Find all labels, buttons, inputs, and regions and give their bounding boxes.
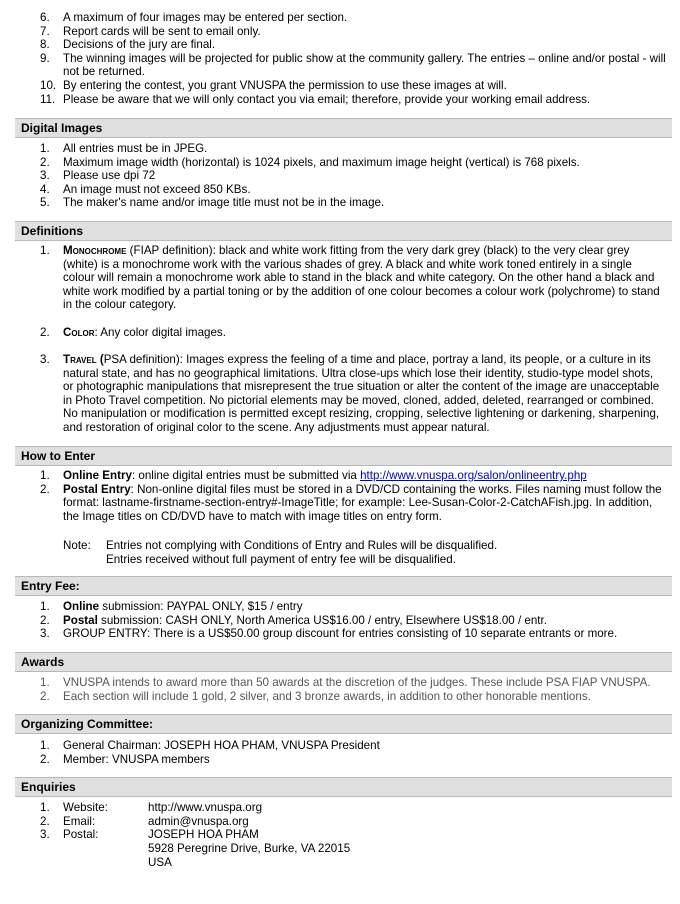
- section-header-how-to-enter: How to Enter: [15, 446, 672, 466]
- section-header-awards: Awards: [15, 652, 672, 672]
- list-item: [0, 753, 680, 767]
- list-item: [0, 52, 680, 79]
- list-item: [0, 142, 680, 156]
- list-item: [0, 156, 680, 170]
- item-text: Please be aware that we will only contact you via email; therefore, provide your working email address.: [63, 92, 591, 106]
- item-number: 4.: [40, 182, 50, 196]
- item-text: : Non-online digital files must be stored in a DVD/CD containing the works. Files naming must follow the format: lastname-firstname-section-entry#-ImageTitle; for example: Lee-Susan-Color-2-CatchAFish.jpg. In addition, the Image titles on CD/DVD have to match with image titles on entry form.: [63, 482, 662, 523]
- enquiry-value: JOSEPH HOA PHAM: [148, 828, 259, 841]
- address-text: 5928 Peregrine Drive, Burke, VA 22015: [148, 842, 351, 855]
- item-text: The maker's name and/or image title must not be in the image.: [63, 196, 385, 210]
- digital-images-list: [0, 142, 680, 210]
- note-line: Entries received without full payment of entry fee will be disqualified.: [106, 552, 456, 566]
- address-text: USA: [148, 856, 172, 869]
- item-text: By entering the contest, you grant VNUSPA the permission to use these images at will.: [63, 78, 507, 92]
- item-number: 5.: [40, 196, 50, 210]
- item-text: An image must not exceed 850 KBs.: [63, 182, 251, 196]
- item-number: 1.: [40, 676, 50, 689]
- item-text: Decisions of the jury are final.: [63, 38, 216, 52]
- list-item: [0, 690, 680, 704]
- entry-fee-list: [0, 600, 680, 641]
- item-number: 11.: [40, 92, 56, 106]
- item-number: 6.: [40, 11, 50, 24]
- item-number: 2.: [40, 815, 50, 828]
- list-item: [0, 614, 680, 628]
- section-header-entry-fee: Entry Fee:: [15, 576, 672, 596]
- item-text: All entries must be in JPEG.: [63, 142, 208, 155]
- item-number: 2.: [40, 689, 50, 703]
- definition-term: Monochrome: [63, 244, 127, 257]
- enquiry-key: Email:: [63, 815, 96, 828]
- item-number: 2.: [40, 482, 50, 496]
- item-number: 1.: [40, 142, 50, 155]
- definition-term: Color: [63, 326, 95, 339]
- item-number: 2.: [40, 613, 50, 627]
- list-item: [0, 483, 680, 524]
- definition-travel: [0, 353, 680, 435]
- item-number: 3.: [40, 169, 50, 183]
- list-item: [0, 676, 680, 690]
- item-text: VNUSPA intends to award more than 50 awards at the discretion of the judges. These include PSA FIAP VNUSPA.: [63, 676, 651, 689]
- item-text: Report cards will be sent to email only.: [63, 24, 261, 38]
- item-label: Postal: [63, 613, 98, 627]
- item-text: Maximum image width (horizontal) is 1024 pixels, and maximum image height (vertical) is 768 pixels.: [63, 155, 580, 169]
- list-item: [0, 93, 680, 107]
- definitions-list-3: [0, 353, 680, 435]
- list-item: [0, 25, 680, 39]
- definition-monochrome: [0, 244, 680, 312]
- list-item: [0, 11, 680, 25]
- item-number: 2.: [40, 326, 50, 339]
- rules-list: [0, 11, 680, 106]
- item-number: 9.: [40, 51, 50, 65]
- note-line: Entries not complying with Conditions of Entry and Rules will be disqualified.: [106, 539, 498, 552]
- note-label: Note:: [63, 539, 91, 552]
- definitions-list-2: [0, 326, 680, 340]
- item-number: 3.: [40, 627, 50, 641]
- list-item: [0, 79, 680, 93]
- item-text: Each section will include 1 gold, 2 silver, and 3 bronze awards, in addition to other honorable mentions.: [63, 689, 591, 703]
- list-item: [0, 183, 680, 197]
- enquiry-value: admin@vnuspa.org: [148, 815, 249, 828]
- definition-color: [0, 326, 680, 340]
- how-to-enter-list: [0, 469, 680, 523]
- section-header-digital-images: Digital Images: [15, 118, 672, 138]
- item-number: 1.: [40, 244, 50, 257]
- definition-text: PSA definition): Images express the feeling of a time and place, portray a land, its people, or a culture in its natural state, and has no geographical limitations. Ultra close-ups which lose their identity, studio-type model shots, or photographic manipulations that misrepresent the true situation or alter the content of the image are unacceptable in Photo Travel competition. No pictorial elements may be moved, cloned, added, deleted, rearranged or combined. No manipulation or modification is permitted except resizing, cropping, selective lightening or darkening, sharpening, and restoration of original color to the scene. Any adjustments must appear natural.: [63, 353, 660, 434]
- item-label: Online Entry: [63, 469, 132, 482]
- list-item: [0, 600, 680, 614]
- item-label: Online: [63, 600, 100, 613]
- item-text: The winning images will be projected for public show at the community gallery. The entries – online and/or postal - will not be returned.: [63, 51, 666, 79]
- list-item: [0, 627, 680, 641]
- item-number: 1.: [40, 801, 50, 814]
- item-number: 2.: [40, 752, 50, 766]
- item-number: 1.: [40, 600, 50, 613]
- item-number: 2.: [40, 155, 50, 169]
- list-item: [0, 196, 680, 210]
- item-number: 10.: [40, 78, 57, 92]
- item-text: GROUP ENTRY: There is a US$50.00 group discount for entries consisting of 10 separate entrants or more.: [63, 627, 618, 641]
- item-number: 3.: [40, 353, 50, 366]
- list-item: [0, 469, 680, 483]
- definitions-list: [0, 244, 680, 312]
- item-text: submission: CASH ONLY, North America US$16.00 / entry, Elsewhere US$18.00 / entr.: [97, 613, 547, 627]
- item-text: Member: VNUSPA members: [63, 752, 210, 766]
- enquiry-key: Website:: [63, 801, 108, 814]
- item-number: 1.: [40, 469, 50, 482]
- awards-list: [0, 676, 680, 703]
- list-item: [0, 739, 680, 753]
- item-text: General Chairman: JOSEPH HOA PHAM, VNUSPA President: [63, 739, 380, 752]
- section-header-enquiries: Enquiries: [15, 777, 672, 797]
- committee-list: [0, 739, 680, 766]
- enquiry-key: Postal:: [63, 828, 99, 841]
- item-text: A maximum of four images may be entered per section.: [63, 11, 348, 24]
- list-item: [0, 169, 680, 183]
- item-text: : online digital entries must be submitted via: [131, 469, 361, 482]
- item-label: Postal Entry: [63, 482, 131, 496]
- list-item: [0, 38, 680, 52]
- online-entry-link[interactable]: http://www.vnuspa.org/salon/onlineentry.php: [360, 469, 587, 482]
- item-text: submission: PAYPAL ONLY, $15 / entry: [99, 600, 303, 613]
- item-number: 3.: [40, 828, 50, 841]
- definition-text: : Any color digital images.: [94, 326, 226, 339]
- definition-text: (FIAP definition): black and white work fitting from the very dark grey (black) to the very clear grey (white) is a monochrome work with the various shades of grey. A black and white work toned entirely in a single colour will remain a monochrome work able to stand in the black and white category. On the other hand a black and white work modified by a partial toning or by the addition of one colour becomes a colour work (polychrome) to stand in the colour category.: [63, 244, 660, 312]
- item-number: 8.: [40, 38, 50, 52]
- item-number: 1.: [40, 739, 50, 752]
- enquiry-value: http://www.vnuspa.org: [148, 801, 263, 814]
- item-number: 7.: [40, 24, 50, 38]
- item-text: Please use dpi 72: [63, 169, 156, 183]
- definition-term: Travel (: [63, 353, 104, 366]
- section-header-definitions: Definitions: [15, 221, 672, 241]
- section-header-organizing-committee: Organizing Committee:: [15, 714, 672, 734]
